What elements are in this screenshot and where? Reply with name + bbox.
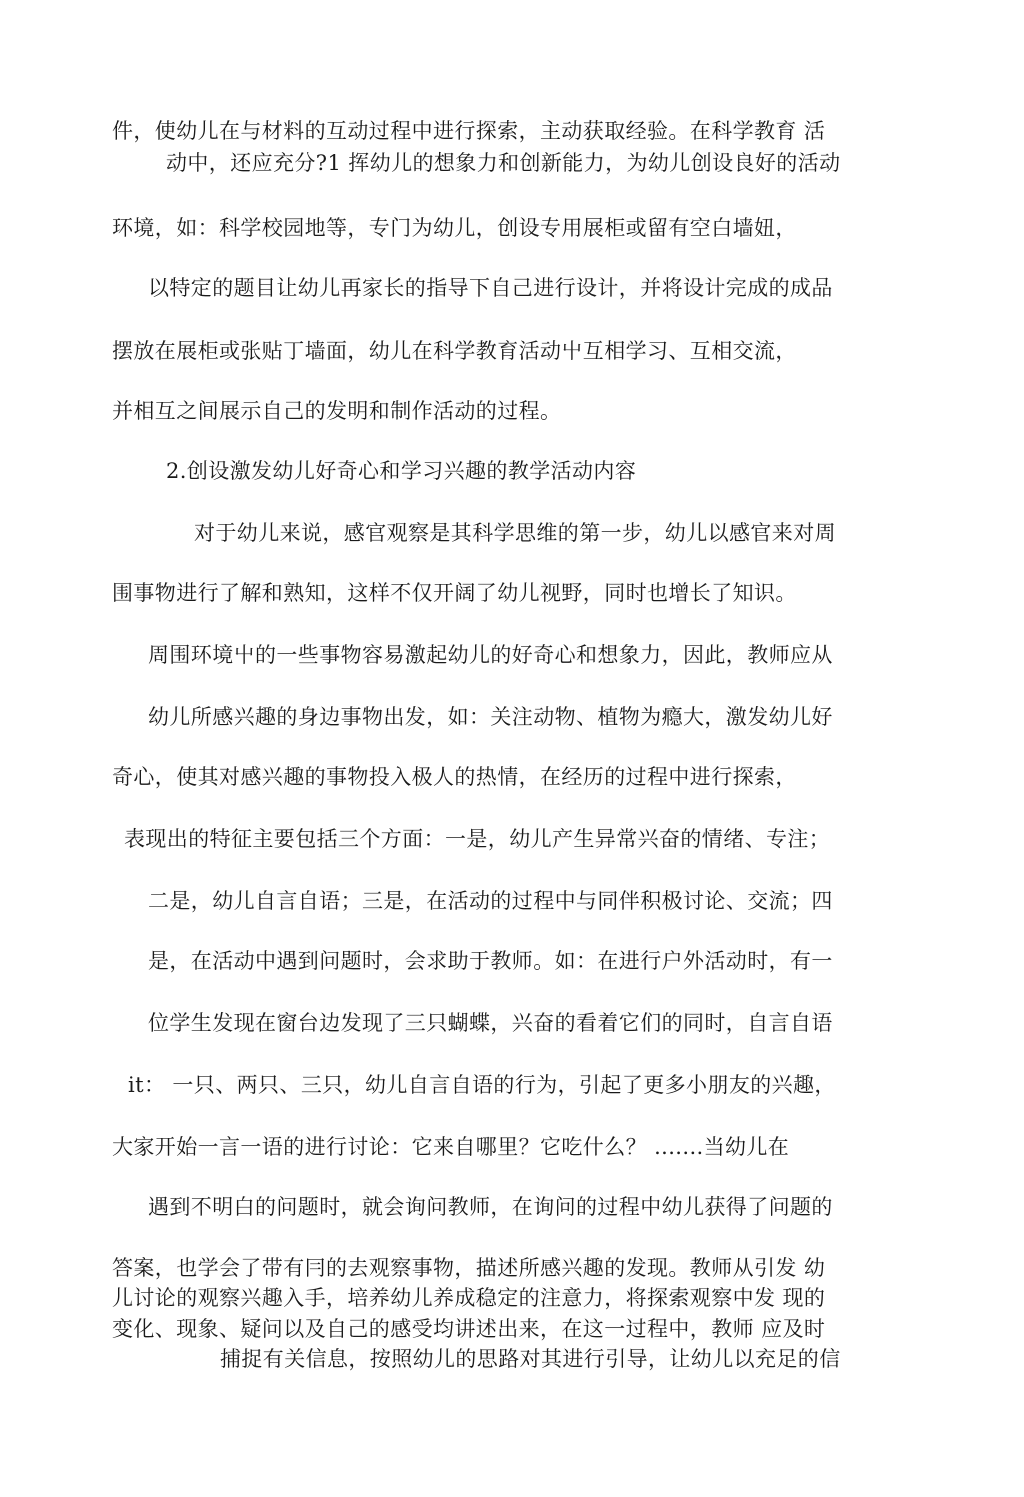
text-line: 对于幼儿来说，感官观察是其科学思维的第一步，幼儿以感官来对周 [194, 521, 836, 545]
text-line: 二是，幼儿自言自语；三是，在活动的过程中与同伴积极讨论、交流；四 [148, 889, 833, 913]
text-line: 遇到不明白的问题时，就会询问教师，在询问的过程中幼儿获得了问题的 [148, 1195, 833, 1219]
text-line: 动中，还应充分?1 挥幼儿的想象力和创新能力，为幼儿创设良好的活动 [166, 151, 841, 175]
text-line: 捕捉有关信息，按照幼儿的思路对其进行引导，让幼儿以充足的信 [220, 1347, 841, 1371]
text-line: 并相互之间展示自己的发明和制作活动的过程。 [112, 399, 562, 423]
text-line: 环境，如：科学校园地等，专门为幼儿，创设专用展柜或留有空白墙妞， [112, 216, 797, 240]
section-heading: 2.创设激发幼儿好奇心和学习兴趣的教学活动内容 [166, 459, 637, 483]
text-line: 表现出的特征主要包括三个方面：一是，幼儿产生异常兴奋的情绪、专注； [124, 827, 831, 851]
text-line: 答案，也学会了带有冃的去观察事物，描述所感兴趣的发现。教师从引发 幼 [112, 1256, 826, 1280]
text-line: 幼儿所感兴趣的身边事物出发，如：关注动物、植物为瘾大，激发幼儿好 [148, 705, 833, 729]
text-line: 变化、现象、疑问以及自己的感受均讲述出来，在这一过程中，教师 应及时 [112, 1317, 826, 1341]
text-line: 奇心，使其对感兴趣的事物投入极人的热情，在经历的过程中进行探索， [112, 765, 797, 789]
text-line: 是，在活动中遇到问题时，会求助于教师。如：在进行户外活动时，有一 [148, 949, 833, 973]
text-line: 位学生发现在窗台边发现了三只蝴蝶，兴奋的看着它们的同时，自言自语 [148, 1011, 833, 1035]
text-line: 周围环境屮的一些事物容易激起幼儿的好奇心和想象力，因此，教师应从 [148, 643, 833, 667]
text-line: 件，使幼儿在与材料的互动过程中进行探索，主动获取经验。在科学教育 活 [112, 119, 826, 143]
text-line: 以特定的题目让幼儿再家长的指导下自己进行设计，并将设计完成的成品 [148, 276, 833, 300]
text-line: it： 一只、两只、三只，幼儿自言自语的行为，引起了更多小朋友的兴趣， [128, 1073, 836, 1097]
text-line: 摆放在展柜或张贴丁墙面，幼儿在科学教育活动屮互相学习、互相交流， [112, 339, 797, 363]
text-line: 大家开始一言一语的进行讨论：它来自哪里？它吃什么？ .......当幼儿在 [112, 1135, 790, 1159]
text-line: 儿讨论的观察兴趣入手，培养幼儿养成稳定的注意力，将探索观察中发 现的 [112, 1286, 826, 1310]
text-line: 围事物进行了解和熟知，这样不仅开阔了幼儿视野，同时也增长了知识。 [112, 581, 797, 605]
